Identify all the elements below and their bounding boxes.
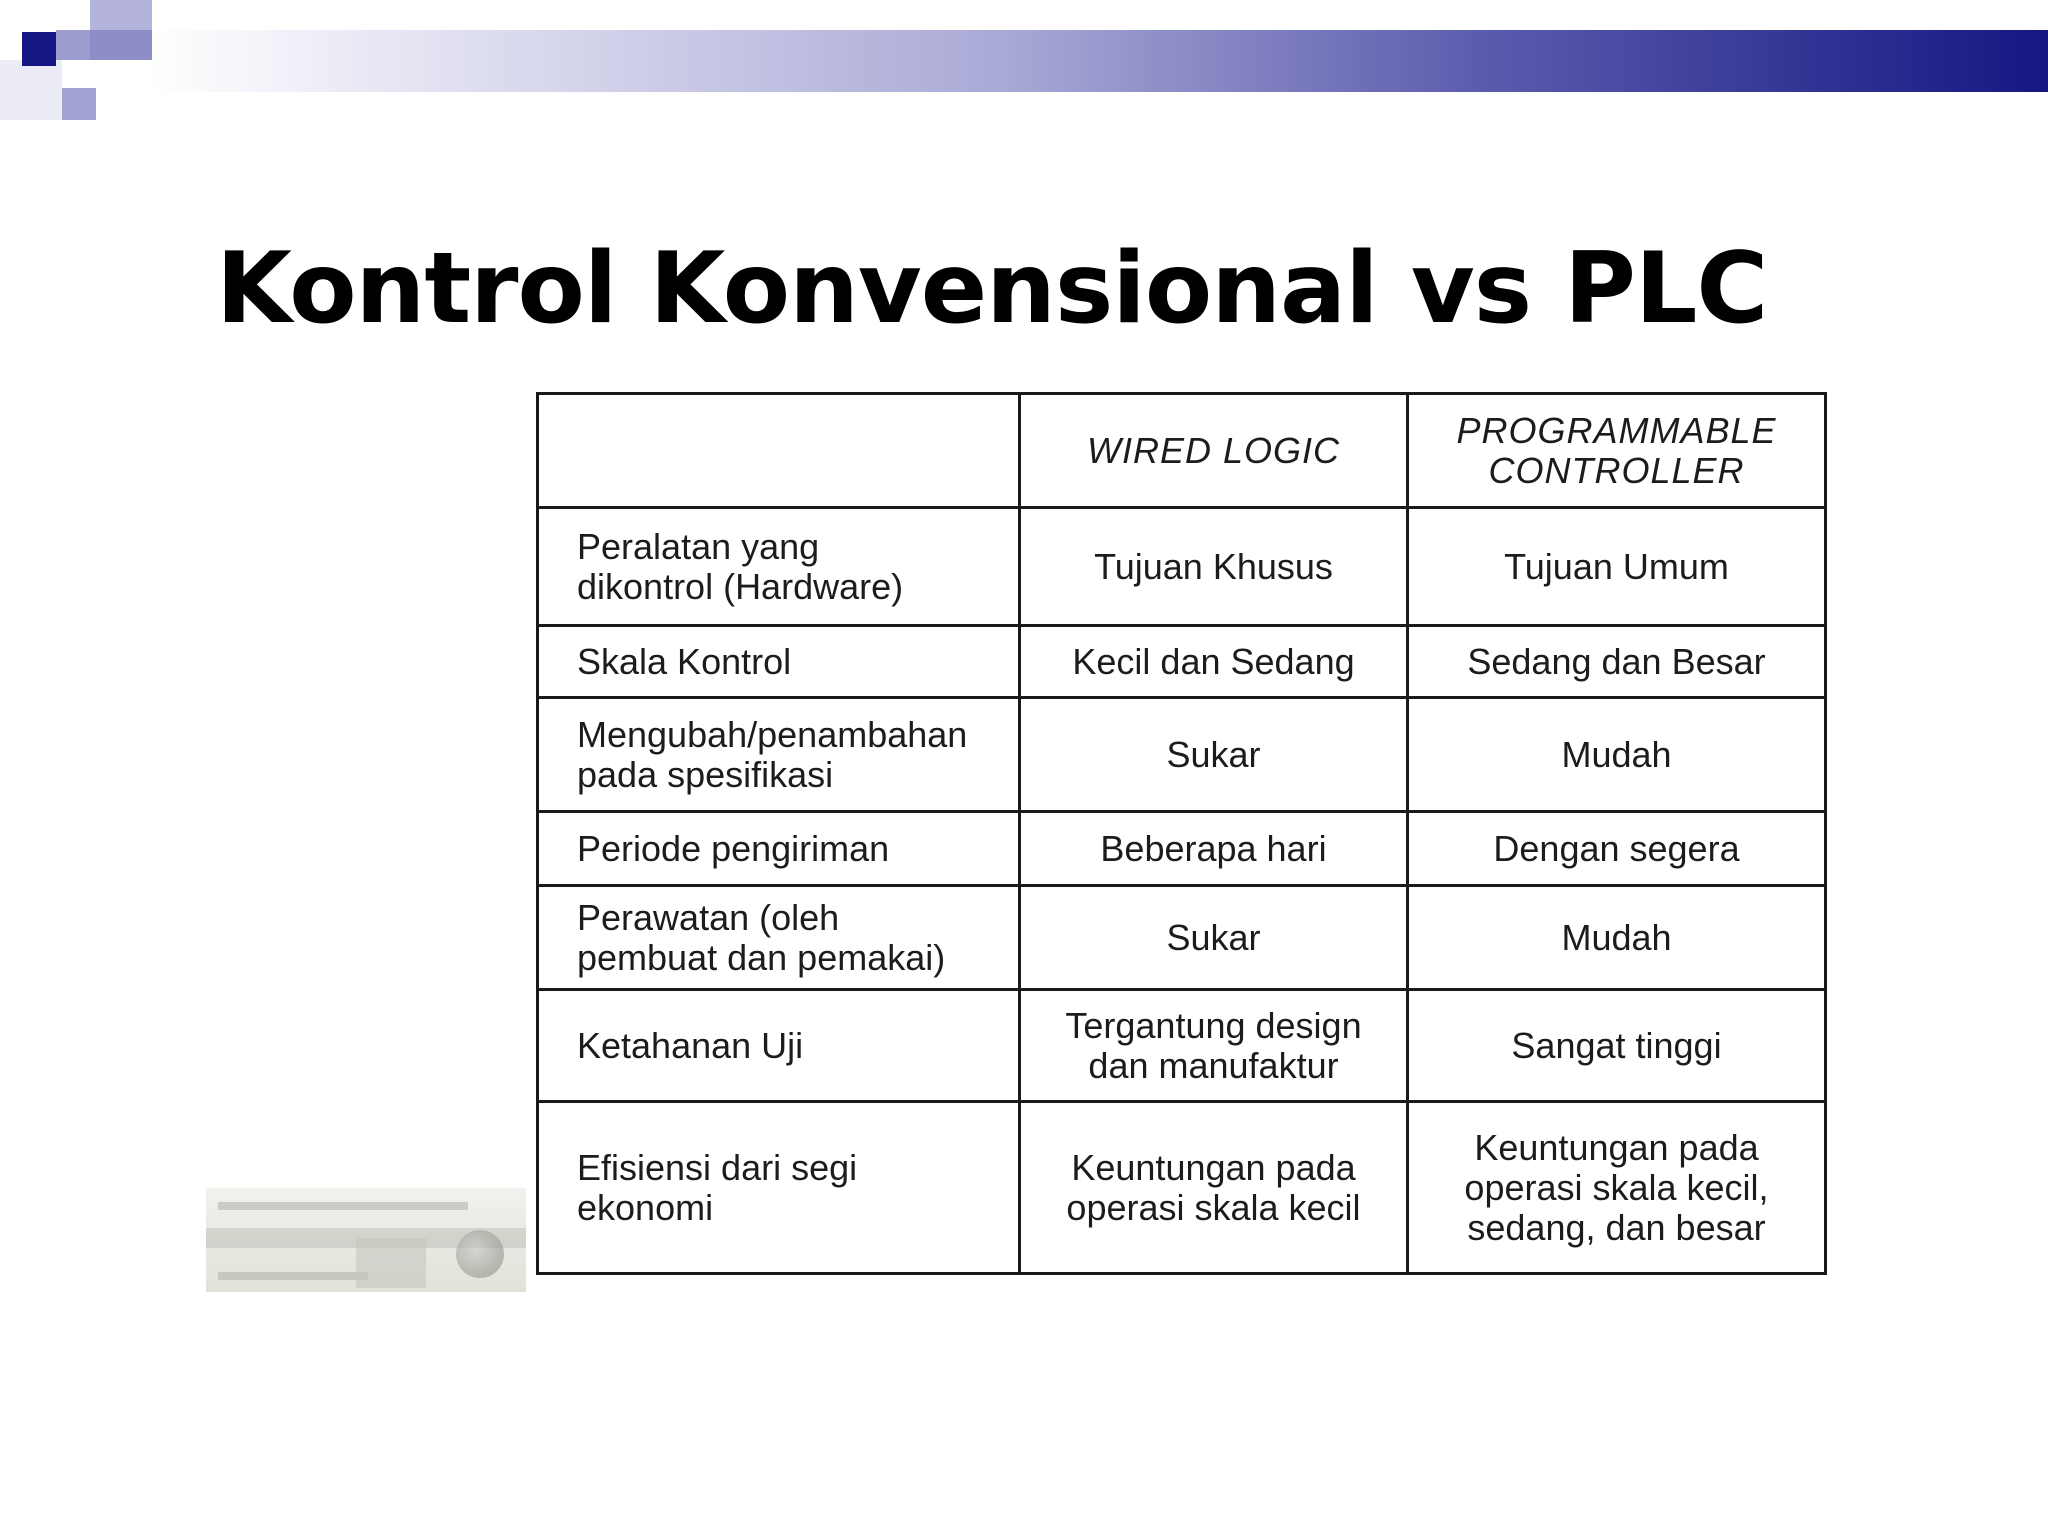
row-label: Periode pengiriman bbox=[538, 812, 1020, 886]
wired-logic-cell: Beberapa hari bbox=[1020, 812, 1408, 886]
plc-cell: Sangat tinggi bbox=[1408, 990, 1826, 1102]
table-row bbox=[538, 508, 1826, 626]
wired-logic-cell: Tujuan Khusus bbox=[1020, 508, 1408, 626]
row-label: Efisiensi dari segi ekonomi bbox=[538, 1102, 1020, 1274]
plc-cell: Dengan segera bbox=[1408, 812, 1826, 886]
row-label: Ketahanan Uji bbox=[538, 990, 1020, 1102]
row-label: Perawatan (oleh pembuat dan pemakai) bbox=[538, 886, 1020, 990]
table-header-wired-logic: WIRED LOGIC bbox=[1020, 394, 1408, 508]
wired-logic-cell: Sukar bbox=[1020, 698, 1408, 812]
table-row bbox=[538, 1102, 1826, 1274]
plc-cell: Mudah bbox=[1408, 698, 1826, 812]
row-label: Peralatan yang dikontrol (Hardware) bbox=[538, 508, 1020, 626]
row-label: Mengubah/penambahan pada spesifikasi bbox=[538, 698, 1020, 812]
table-header-programmable-controller: PROGRAMMABLE CONTROLLER bbox=[1408, 394, 1826, 508]
table-row bbox=[538, 698, 1826, 812]
plc-cell: Mudah bbox=[1408, 886, 1826, 990]
wired-logic-cell: Kecil dan Sedang bbox=[1020, 626, 1408, 698]
table-header-row bbox=[538, 394, 1826, 508]
table-row bbox=[538, 990, 1826, 1102]
scan-artifact-image bbox=[206, 1188, 526, 1292]
plc-cell: Tujuan Umum bbox=[1408, 508, 1826, 626]
wired-logic-cell: Sukar bbox=[1020, 886, 1408, 990]
row-label: Skala Kontrol bbox=[538, 626, 1020, 698]
corner-square-decoration bbox=[90, 30, 152, 60]
wired-logic-cell: Keuntungan pada operasi skala kecil bbox=[1020, 1102, 1408, 1274]
corner-square-decoration bbox=[62, 88, 96, 120]
corner-square-decoration bbox=[0, 60, 62, 120]
wired-logic-cell: Tergantung design dan manufaktur bbox=[1020, 990, 1408, 1102]
corner-square-decoration bbox=[22, 32, 56, 66]
plc-cell: Keuntungan pada operasi skala kecil, sedang, dan besar bbox=[1408, 1102, 1826, 1274]
header-gradient-bar bbox=[150, 30, 2048, 92]
table-row bbox=[538, 886, 1826, 990]
comparison-table bbox=[536, 392, 1827, 1275]
slide-title: Kontrol Konvensional vs PLC bbox=[216, 232, 1768, 346]
corner-square-decoration bbox=[56, 30, 90, 60]
table-header-empty bbox=[538, 394, 1020, 508]
plc-cell: Sedang dan Besar bbox=[1408, 626, 1826, 698]
table-row bbox=[538, 626, 1826, 698]
comparison-table-container bbox=[536, 392, 1824, 1272]
table-row bbox=[538, 812, 1826, 886]
